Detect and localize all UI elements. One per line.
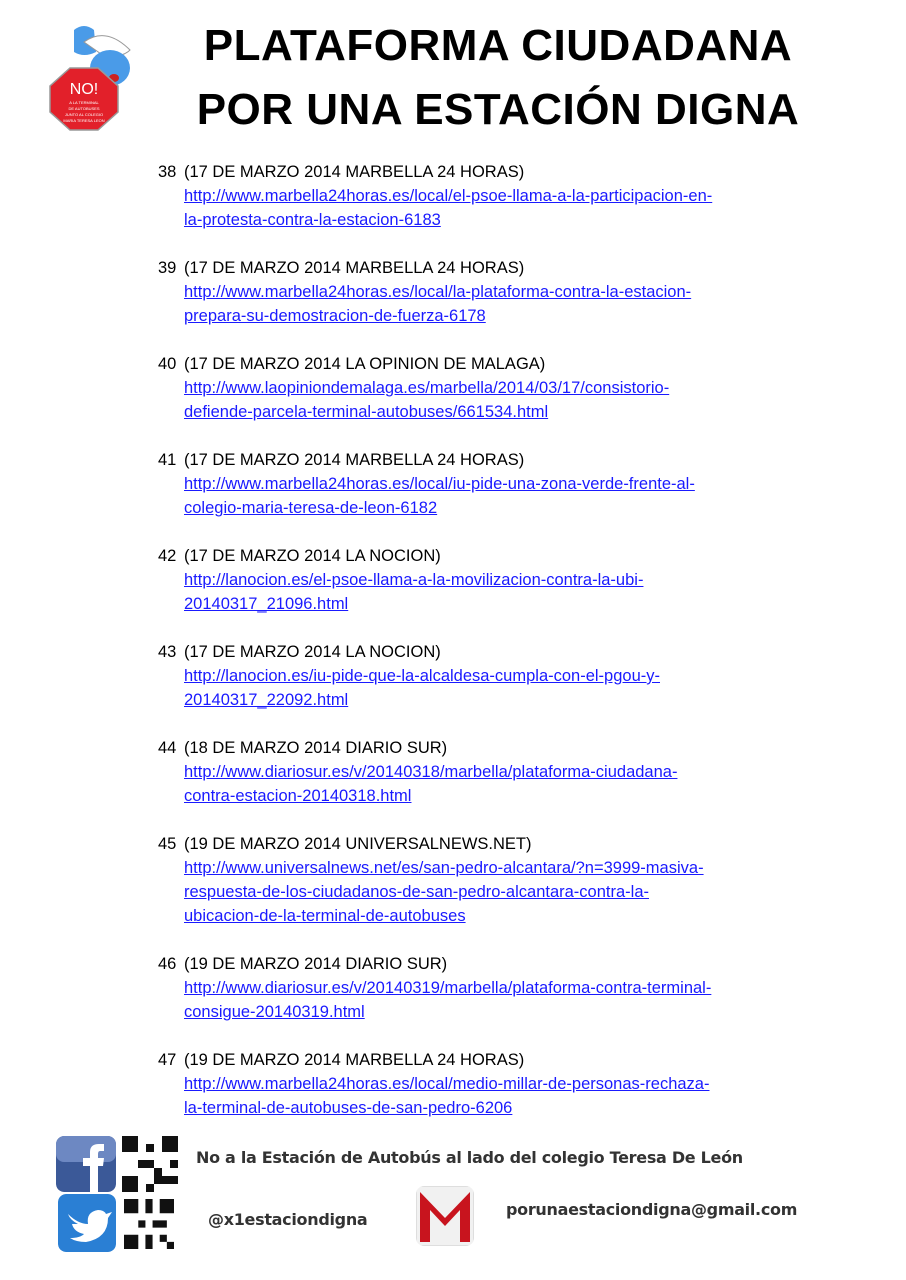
page-title bbox=[170, 14, 826, 142]
gmail-icon[interactable] bbox=[416, 1186, 474, 1246]
entry-link[interactable]: 20140317_22092.html bbox=[184, 691, 349, 709]
press-list bbox=[158, 160, 798, 1144]
list-item bbox=[158, 1048, 798, 1120]
list-item bbox=[158, 832, 798, 928]
entry-source: (19 DE MARZO 2014 MARBELLA 24 HORAS) bbox=[184, 1051, 525, 1069]
entry-source: (17 DE MARZO 2014 LA OPINION DE MALAGA) bbox=[184, 355, 546, 373]
entry-number: 40 bbox=[158, 355, 177, 373]
footer bbox=[0, 1130, 906, 1260]
entry-link[interactable]: http://lanocion.es/el-psoe-llama-a-la-movilizacion-contra-la-ubi- bbox=[184, 571, 644, 589]
entry-number: 46 bbox=[158, 955, 177, 973]
entry-source: (19 DE MARZO 2014 DIARIO SUR) bbox=[184, 955, 448, 973]
entry-source: (17 DE MARZO 2014 LA NOCION) bbox=[184, 547, 441, 565]
svg-text:A LA TERMINAL: A LA TERMINAL bbox=[69, 100, 99, 105]
list-item bbox=[158, 448, 798, 520]
entry-link[interactable]: http://www.marbella24horas.es/local/iu-pide-una-zona-verde-frente-al- bbox=[184, 475, 695, 493]
entry-number: 39 bbox=[158, 259, 177, 277]
list-item bbox=[158, 256, 798, 328]
entry-link[interactable]: colegio-maria-teresa-de-leon-6182 bbox=[184, 499, 438, 517]
entry-source: (17 DE MARZO 2014 MARBELLA 24 HORAS) bbox=[184, 451, 525, 469]
entry-link[interactable]: http://www.marbella24horas.es/local/la-plataforma-contra-la-estacion- bbox=[184, 283, 692, 301]
entry-link[interactable]: http://www.universalnews.net/es/san-pedro-alcantara/?n=3999-masiva- bbox=[184, 859, 704, 877]
entry-link[interactable]: contra-estacion-20140318.html bbox=[184, 787, 412, 805]
entry-number: 44 bbox=[158, 739, 177, 757]
facebook-page-name: No a la Estación de Autobús al lado del colegio Teresa De León bbox=[196, 1148, 743, 1167]
entry-link[interactable]: http://lanocion.es/iu-pide-que-la-alcaldesa-cumpla-con-el-pgou-y- bbox=[184, 667, 660, 685]
entry-link[interactable]: http://www.marbella24horas.es/local/el-psoe-llama-a-la-participacion-en- bbox=[184, 187, 713, 205]
entry-source: (19 DE MARZO 2014 UNIVERSALNEWS.NET) bbox=[184, 835, 532, 853]
smurf-stop-sign-logo bbox=[44, 22, 136, 132]
list-item bbox=[158, 952, 798, 1024]
entry-link[interactable]: prepara-su-demostracion-de-fuerza-6178 bbox=[184, 307, 486, 325]
entry-link[interactable]: la-protesta-contra-la-estacion-6183 bbox=[184, 211, 441, 229]
entry-link[interactable]: defiende-parcela-terminal-autobuses/661534.html bbox=[184, 403, 549, 421]
twitter-icon[interactable] bbox=[58, 1194, 116, 1252]
entry-source: (17 DE MARZO 2014 MARBELLA 24 HORAS) bbox=[184, 163, 525, 181]
entry-number: 47 bbox=[158, 1051, 177, 1069]
list-item bbox=[158, 736, 798, 808]
entry-source: (17 DE MARZO 2014 MARBELLA 24 HORAS) bbox=[184, 259, 525, 277]
entry-number: 43 bbox=[158, 643, 177, 661]
list-item bbox=[158, 160, 798, 232]
svg-text:NO!: NO! bbox=[69, 81, 99, 98]
entry-link[interactable]: http://www.laopiniondemalaga.es/marbella/2014/03/17/consistorio- bbox=[184, 379, 670, 397]
svg-text:JUNTO AL COLEGIO: JUNTO AL COLEGIO bbox=[64, 112, 104, 117]
facebook-icon[interactable] bbox=[56, 1136, 116, 1192]
twitter-qr-code bbox=[124, 1198, 174, 1250]
list-item bbox=[158, 352, 798, 424]
contact-email[interactable]: porunaestaciondigna@gmail.com bbox=[506, 1200, 798, 1219]
entry-link[interactable]: consigue-20140319.html bbox=[184, 1003, 365, 1021]
entry-link[interactable]: 20140317_21096.html bbox=[184, 595, 349, 613]
entry-link[interactable]: la-terminal-de-autobuses-de-san-pedro-6206 bbox=[184, 1099, 513, 1117]
entry-number: 41 bbox=[158, 451, 177, 469]
entry-number: 38 bbox=[158, 163, 177, 181]
svg-text:MARIA TERESA LEON: MARIA TERESA LEON bbox=[63, 118, 105, 123]
entry-link[interactable]: ubicacion-de-la-terminal-de-autobuses bbox=[184, 907, 466, 925]
facebook-qr-code bbox=[122, 1136, 178, 1192]
list-item bbox=[158, 640, 798, 712]
entry-source: (18 DE MARZO 2014 DIARIO SUR) bbox=[184, 739, 448, 757]
title-line-1: PLATAFORMA CIUDADANA bbox=[203, 21, 793, 70]
title-line-2: POR UNA ESTACIÓN DIGNA bbox=[196, 85, 800, 134]
entry-source: (17 DE MARZO 2014 LA NOCION) bbox=[184, 643, 441, 661]
entry-number: 42 bbox=[158, 547, 177, 565]
entry-link[interactable]: respuesta-de-los-ciudadanos-de-san-pedro-alcantara-contra-la- bbox=[184, 883, 649, 901]
entry-link[interactable]: http://www.marbella24horas.es/local/medio-millar-de-personas-rechaza- bbox=[184, 1075, 710, 1093]
entry-link[interactable]: http://www.diariosur.es/v/20140318/marbella/plataforma-ciudadana- bbox=[184, 763, 678, 781]
list-item bbox=[158, 544, 798, 616]
entry-number: 45 bbox=[158, 835, 177, 853]
twitter-handle[interactable]: @x1estaciondigna bbox=[208, 1210, 368, 1229]
svg-text:DE AUTOBUSES: DE AUTOBUSES bbox=[68, 106, 100, 111]
entry-link[interactable]: http://www.diariosur.es/v/20140319/marbella/plataforma-contra-terminal- bbox=[184, 979, 712, 997]
